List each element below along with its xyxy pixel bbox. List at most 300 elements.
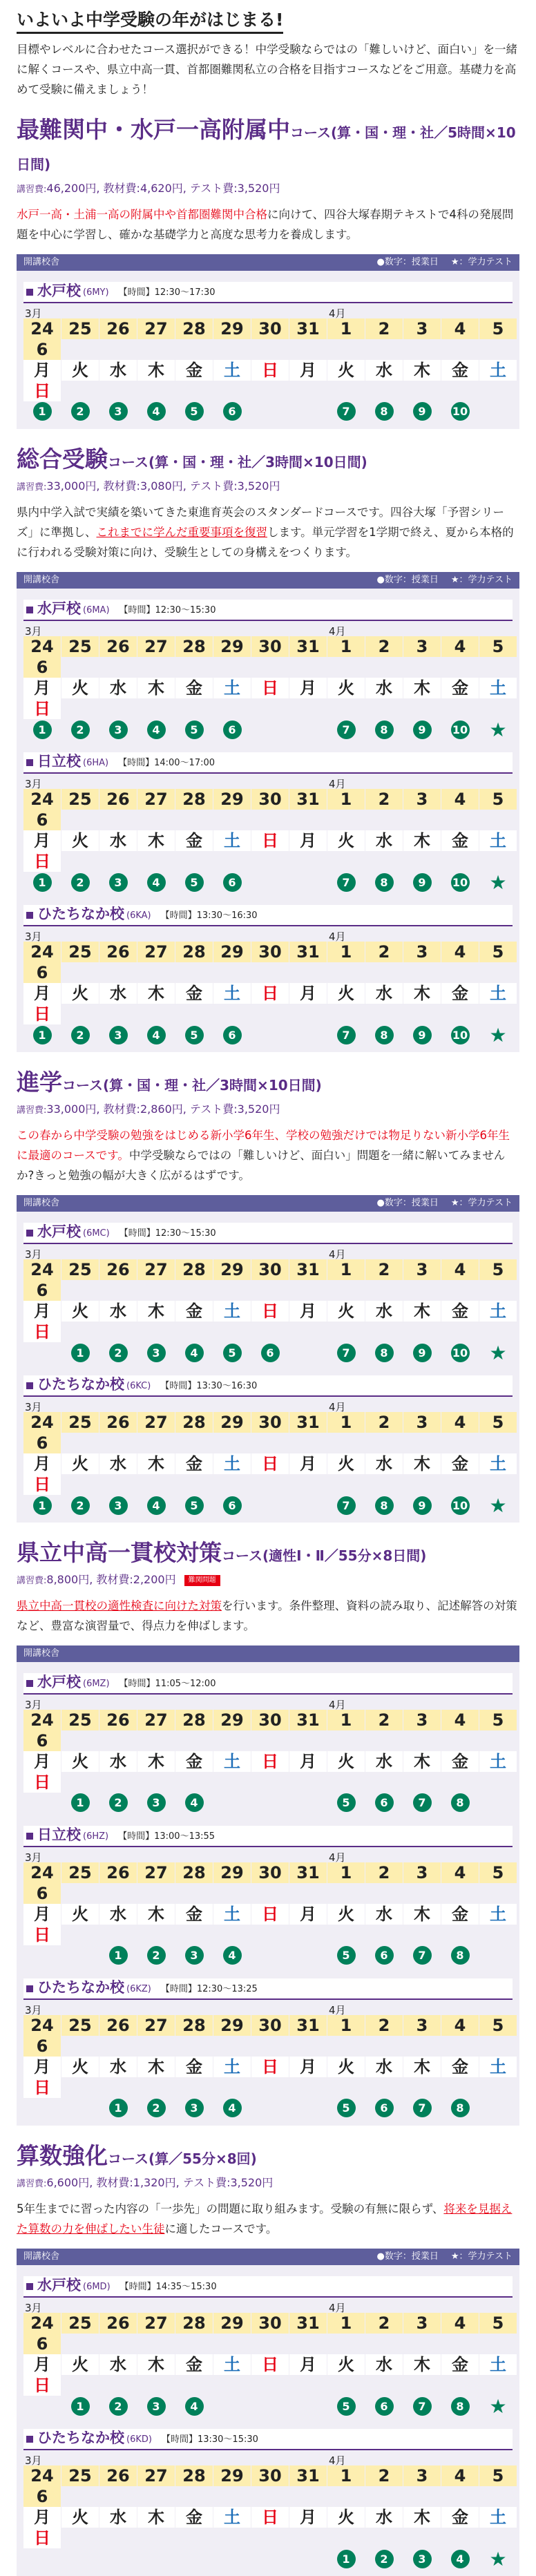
weekday-cell: 水 xyxy=(365,983,403,1004)
lesson-number: 8 xyxy=(375,1344,394,1362)
lesson-cell xyxy=(479,2396,517,2417)
weekday-cell: 木 xyxy=(403,1751,441,1772)
campus-time: 【時間】12:30～13:25 xyxy=(160,1984,258,1994)
day-cell: 6 xyxy=(23,1280,61,1301)
day-cell: 5 xyxy=(479,942,517,962)
weekday-cell: 土 xyxy=(213,2507,251,2528)
day-cell: 30 xyxy=(251,789,289,810)
lesson-cell xyxy=(251,872,289,893)
lesson-cell xyxy=(479,1495,517,1516)
lesson-number: 10 xyxy=(451,873,470,892)
test-star-icon: ★ xyxy=(489,1494,507,1517)
weekday-cell: 火 xyxy=(61,830,99,851)
schedule-panel xyxy=(17,254,519,429)
day-cell: 27 xyxy=(137,2465,175,2486)
month-march: 3月 xyxy=(25,625,42,638)
weekday-cell: 金 xyxy=(441,360,479,381)
day-cell: 31 xyxy=(289,1710,327,1730)
lesson-cell xyxy=(99,872,137,893)
lesson-number: 4 xyxy=(147,1026,166,1044)
month-april: 4月 xyxy=(329,2454,346,2467)
weekday-cell: 月 xyxy=(289,360,327,381)
weekday-cell: 木 xyxy=(137,2507,175,2528)
lesson-cell xyxy=(213,1024,251,1046)
course-title-main: 進学 xyxy=(17,1069,62,1096)
day-cell: 30 xyxy=(251,1259,289,1280)
lesson-cell xyxy=(175,1495,213,1516)
lesson-number: 3 xyxy=(413,2550,432,2568)
weekday-cell: 火 xyxy=(61,983,99,1004)
legend-test: ★：学力テスト xyxy=(450,257,513,267)
weekday-cell: 木 xyxy=(137,830,175,851)
weekday-cell: 金 xyxy=(175,983,213,1004)
month-march: 3月 xyxy=(25,307,42,320)
day-cell: 29 xyxy=(213,789,251,810)
day-cell: 27 xyxy=(137,789,175,810)
weekday-cell: 日 xyxy=(23,698,61,719)
day-cell: 27 xyxy=(137,1259,175,1280)
fee-value: 8,800円, 教材費:2,200円 xyxy=(46,1573,176,1586)
schedule-panel xyxy=(17,572,519,1052)
campus-time: 【時間】11:05～12:00 xyxy=(119,1679,216,1689)
desc-text: 5年生までに習った内容の「一歩先」の問題に取り組みます。受験の有無に限らず、 xyxy=(17,2202,444,2215)
campus-name: 水戸校 xyxy=(37,2277,81,2293)
lesson-cell xyxy=(365,719,403,741)
weekday-cell: 火 xyxy=(61,1904,99,1925)
lesson-number: 5 xyxy=(337,2099,356,2117)
weekday-cell: 水 xyxy=(99,2057,137,2077)
lesson-cell xyxy=(441,1342,479,1364)
lesson-cell xyxy=(99,1945,137,1966)
lesson-cell xyxy=(289,1945,327,1966)
day-cell: 29 xyxy=(213,1412,251,1433)
weekday-cell: 金 xyxy=(175,360,213,381)
day-cell: 6 xyxy=(23,810,61,830)
weekday-cell: 木 xyxy=(137,1904,175,1925)
weekday-cell: 土 xyxy=(479,360,517,381)
lesson-cell xyxy=(213,1793,251,1813)
day-cell: 24 xyxy=(23,2313,61,2334)
month-march: 3月 xyxy=(25,1248,42,1261)
lesson-number: 9 xyxy=(413,1344,432,1362)
campus-block xyxy=(17,2425,519,2570)
lesson-cell xyxy=(251,1793,289,1813)
weekday-cell: 水 xyxy=(99,983,137,1004)
test-star-icon: ★ xyxy=(489,2547,507,2570)
weekday-cell: 火 xyxy=(61,2354,99,2375)
day-cell: 26 xyxy=(99,2313,137,2334)
day-cell: 1 xyxy=(327,789,365,810)
lesson-cell xyxy=(479,1024,517,1046)
campus-marker-icon xyxy=(26,607,33,613)
campus-name: 日立校 xyxy=(37,1826,81,1843)
campus-time: 【時間】13:30～16:30 xyxy=(160,910,258,921)
lesson-cell xyxy=(251,1495,289,1516)
lesson-cell xyxy=(99,1342,137,1364)
lesson-cell xyxy=(441,2396,479,2417)
lesson-cell xyxy=(175,2098,213,2119)
lesson-cell xyxy=(479,1945,517,1966)
lesson-cell xyxy=(365,1793,403,1813)
lesson-number: 5 xyxy=(185,1496,204,1515)
desc-text: を行います。条件整理、資料の読み取り、記述解答の対策など、豊富な演習量で、得点力を伸ばします。 xyxy=(17,1599,517,1632)
lesson-cell xyxy=(251,2396,289,2417)
lesson-cell xyxy=(251,1024,289,1046)
lesson-cell xyxy=(365,872,403,893)
desc-text-2: に適したコースです。 xyxy=(164,2222,278,2235)
desc-highlight: 県立中高一貫校の適性検査に向けた対策 xyxy=(17,1599,222,1612)
day-cell: 26 xyxy=(99,1862,137,1883)
weekday-cell: 木 xyxy=(403,1301,441,1322)
weekday-cell: 日 xyxy=(23,2375,61,2396)
weekday-cell: 月 xyxy=(289,2057,327,2077)
campus-time: 【時間】14:35～15:30 xyxy=(119,2282,217,2292)
month-labels xyxy=(23,1398,513,1412)
day-cell: 6 xyxy=(23,2036,61,2057)
weekday-cell: 日 xyxy=(251,1904,289,1925)
lesson-number: 7 xyxy=(413,2099,432,2117)
weekday-cell: 木 xyxy=(403,1904,441,1925)
day-cell: 4 xyxy=(441,1412,479,1433)
weekday-cell: 日 xyxy=(23,381,61,401)
lesson-number: 10 xyxy=(451,1026,470,1044)
weekday-cell: 水 xyxy=(99,360,137,381)
day-cell: 2 xyxy=(365,789,403,810)
weekday-cell: 日 xyxy=(251,1751,289,1772)
lesson-number: 7 xyxy=(337,1344,356,1362)
weekday-cell: 月 xyxy=(23,2507,61,2528)
lesson-number: 9 xyxy=(413,1496,432,1515)
campus-header xyxy=(23,282,513,303)
lesson-cell xyxy=(23,2417,61,2418)
day-cell: 1 xyxy=(327,1710,365,1730)
campus-marker-icon xyxy=(26,1680,33,1687)
campus-marker-icon xyxy=(26,1382,33,1389)
lesson-number: 10 xyxy=(451,1496,470,1515)
lesson-cell xyxy=(99,1495,137,1516)
day-cell: 30 xyxy=(251,2465,289,2486)
weekday-cell: 木 xyxy=(137,2057,175,2077)
month-labels xyxy=(23,1246,513,1259)
lesson-cell xyxy=(365,1945,403,1966)
day-cell: 5 xyxy=(479,2015,517,2036)
weekday-cell: 月 xyxy=(23,2354,61,2375)
lesson-cell xyxy=(61,1024,99,1046)
lesson-cell xyxy=(23,893,61,894)
lesson-cell xyxy=(175,719,213,741)
lesson-number: 4 xyxy=(451,2550,470,2568)
weekday-cell: 土 xyxy=(479,678,517,698)
lesson-cell xyxy=(289,1342,327,1364)
campus-name: 水戸校 xyxy=(37,1223,81,1240)
lesson-number: 2 xyxy=(147,1946,166,1965)
day-cell: 3 xyxy=(403,2015,441,2036)
lesson-row xyxy=(23,1342,513,1364)
day-cell: 6 xyxy=(23,657,61,678)
lesson-number: 10 xyxy=(451,1344,470,1362)
course-title-main: 県立中高一貫校対策 xyxy=(17,1539,222,1566)
course-4 xyxy=(17,1538,519,2126)
lesson-cell xyxy=(403,401,441,422)
weekday-cell: 土 xyxy=(479,983,517,1004)
day-cell: 2 xyxy=(365,636,403,657)
schedule-header xyxy=(17,254,519,271)
weekday-cell: 火 xyxy=(327,2354,365,2375)
day-cell: 30 xyxy=(251,1710,289,1730)
course-fee xyxy=(17,2175,519,2192)
test-star-icon: ★ xyxy=(489,870,507,894)
weekday-cell: 日 xyxy=(251,360,289,381)
day-cell: 4 xyxy=(441,2313,479,2334)
lesson-cell xyxy=(175,1945,213,1966)
schedule-panel xyxy=(17,1195,519,1523)
day-cell: 24 xyxy=(23,1710,61,1730)
legend xyxy=(365,254,513,271)
weekday-cell: 土 xyxy=(479,1301,517,1322)
weekday-cell: 月 xyxy=(289,1453,327,1474)
lesson-cell xyxy=(327,1495,365,1516)
weekday-cell: 土 xyxy=(213,360,251,381)
day-cell: 27 xyxy=(137,2313,175,2334)
lesson-cell xyxy=(137,719,175,741)
month-april: 4月 xyxy=(329,2302,346,2314)
lesson-number: 7 xyxy=(337,402,356,421)
lesson-number: 4 xyxy=(223,1946,242,1965)
campus-time: 【時間】12:30～17:30 xyxy=(118,287,216,298)
lesson-number: 3 xyxy=(109,1496,128,1515)
lesson-number: 5 xyxy=(185,402,204,421)
course-title-sub: コース(算・国・理・社／3時間×10日間) xyxy=(108,454,367,470)
intro-text: 目標やレベルに合わせたコース選択ができる！中学受験ならではの「難しいけど、面白い」を一緒に解くコースや、県立中高一貫、首都圏難関私立の合格を目指すコースなどをご用意。基礎力を高めて受験に備えましょう！ xyxy=(17,43,518,96)
lesson-cell xyxy=(23,2119,61,2121)
course-title xyxy=(17,1067,519,1102)
lesson-number: 4 xyxy=(185,2397,204,2416)
weekday-cell: 土 xyxy=(213,678,251,698)
lesson-number: 3 xyxy=(109,402,128,421)
day-cell: 25 xyxy=(61,2465,99,2486)
campus-code: (6KD) xyxy=(126,2434,152,2445)
lesson-row xyxy=(23,1945,513,1967)
day-cell: 24 xyxy=(23,1412,61,1433)
day-cell: 1 xyxy=(327,2313,365,2334)
lesson-number: 1 xyxy=(109,1946,128,1965)
lesson-cell xyxy=(137,1945,175,1966)
lesson-number: 1 xyxy=(33,1026,52,1044)
weekday-cell: 日 xyxy=(251,2507,289,2528)
month-april: 4月 xyxy=(329,1248,346,1261)
lesson-cell xyxy=(365,2396,403,2417)
day-cell: 2 xyxy=(365,1259,403,1280)
lesson-number: 2 xyxy=(71,402,90,421)
lesson-cell xyxy=(441,2548,479,2570)
schedule-header xyxy=(17,2249,519,2265)
weekday-cell: 火 xyxy=(327,2507,365,2528)
lesson-number: 7 xyxy=(413,1946,432,1965)
test-star-icon: ★ xyxy=(489,2394,507,2418)
campus-block xyxy=(17,1219,519,1364)
month-april: 4月 xyxy=(329,2004,346,2016)
lesson-number: 8 xyxy=(375,873,394,892)
lesson-cell xyxy=(99,1024,137,1046)
weekday-cell: 土 xyxy=(479,1453,517,1474)
lesson-cell xyxy=(213,872,251,893)
month-labels xyxy=(23,622,513,636)
lesson-number: 3 xyxy=(147,1344,166,1362)
campus-header xyxy=(23,1375,513,1397)
day-cell: 30 xyxy=(251,318,289,339)
day-cell: 2 xyxy=(365,942,403,962)
month-march: 3月 xyxy=(25,1401,42,1413)
day-cell: 3 xyxy=(403,1710,441,1730)
weekday-cell: 日 xyxy=(251,983,289,1004)
day-cell: 29 xyxy=(213,318,251,339)
day-cell: 28 xyxy=(175,789,213,810)
day-cell: 28 xyxy=(175,2313,213,2334)
lesson-cell xyxy=(23,1516,61,1517)
lesson-number: 2 xyxy=(109,1344,128,1362)
weekday-row xyxy=(23,2354,513,2396)
lesson-number: 8 xyxy=(375,721,394,739)
lesson-number: 5 xyxy=(185,721,204,739)
weekday-cell: 水 xyxy=(365,1751,403,1772)
day-cell: 6 xyxy=(23,1883,61,1904)
weekday-cell: 月 xyxy=(23,360,61,381)
lesson-number: 8 xyxy=(375,402,394,421)
lesson-cell xyxy=(61,2548,99,2570)
weekday-row xyxy=(23,1904,513,1945)
lesson-cell xyxy=(175,1024,213,1046)
day-row xyxy=(23,2015,513,2057)
weekday-cell: 火 xyxy=(327,983,365,1004)
lesson-number: 4 xyxy=(185,1344,204,1362)
weekday-cell: 金 xyxy=(175,1904,213,1925)
lesson-number: 6 xyxy=(261,1344,280,1362)
day-cell: 3 xyxy=(403,789,441,810)
lesson-cell xyxy=(441,872,479,893)
weekday-cell: 水 xyxy=(365,360,403,381)
day-cell: 26 xyxy=(99,1710,137,1730)
lesson-number: 2 xyxy=(71,1496,90,1515)
weekday-cell: 金 xyxy=(175,1453,213,1474)
legend-lesson: ●数字：授業日 xyxy=(376,575,439,585)
day-cell: 2 xyxy=(365,2465,403,2486)
weekday-cell: 日 xyxy=(251,1301,289,1322)
weekday-cell: 金 xyxy=(175,1751,213,1772)
lesson-cell xyxy=(479,2548,517,2570)
lesson-cell xyxy=(403,872,441,893)
lesson-number: 1 xyxy=(33,873,52,892)
fee-value: 33,000円, 教材費:3,080円, テスト費:3,520円 xyxy=(46,479,280,493)
weekday-cell: 水 xyxy=(365,2507,403,2528)
day-cell: 30 xyxy=(251,1412,289,1433)
month-march: 3月 xyxy=(25,2454,42,2467)
day-cell: 3 xyxy=(403,2465,441,2486)
lesson-number: 4 xyxy=(147,721,166,739)
day-cell: 26 xyxy=(99,2015,137,2036)
lesson-cell xyxy=(61,1945,99,1966)
legend-test: ★：学力テスト xyxy=(450,2251,513,2262)
campus-code: (6MC) xyxy=(83,1228,110,1239)
lesson-cell xyxy=(403,1793,441,1813)
weekday-cell: 土 xyxy=(213,1301,251,1322)
day-cell: 3 xyxy=(403,318,441,339)
weekday-row xyxy=(23,1751,513,1793)
weekday-cell: 金 xyxy=(441,983,479,1004)
lesson-cell xyxy=(365,1024,403,1046)
lesson-cell xyxy=(403,2098,441,2119)
day-cell: 28 xyxy=(175,636,213,657)
schedule-label: 開講校舎 xyxy=(23,257,60,267)
schedule-panel xyxy=(17,1645,519,2126)
fee-value: 46,200円, 教材費:4,620円, テスト費:3,520円 xyxy=(46,182,280,195)
lesson-cell xyxy=(137,401,175,422)
day-cell: 30 xyxy=(251,2015,289,2036)
month-march: 3月 xyxy=(25,1851,42,1864)
day-cell: 4 xyxy=(441,2465,479,2486)
weekday-cell: 木 xyxy=(403,2507,441,2528)
month-labels xyxy=(23,2452,513,2465)
lesson-cell xyxy=(99,2548,137,2570)
lesson-cell xyxy=(479,719,517,741)
lesson-cell xyxy=(137,1342,175,1364)
weekday-row xyxy=(23,678,513,719)
day-cell: 31 xyxy=(289,318,327,339)
day-cell: 29 xyxy=(213,1862,251,1883)
campus-time: 【時間】12:30～15:30 xyxy=(119,1228,216,1239)
day-cell: 5 xyxy=(479,636,517,657)
campus-block xyxy=(17,1822,519,1967)
lesson-cell xyxy=(213,2548,251,2570)
weekday-cell: 月 xyxy=(289,830,327,851)
lesson-cell xyxy=(289,1495,327,1516)
lesson-cell xyxy=(327,401,365,422)
campus-marker-icon xyxy=(26,2436,33,2443)
day-cell: 25 xyxy=(61,1710,99,1730)
day-cell: 2 xyxy=(365,1412,403,1433)
fee-value: 33,000円, 教材費:2,860円, テスト費:3,520円 xyxy=(46,1103,280,1116)
weekday-cell: 月 xyxy=(23,983,61,1004)
lesson-number: 3 xyxy=(109,721,128,739)
test-star-icon: ★ xyxy=(489,718,507,741)
day-cell: 5 xyxy=(479,1710,517,1730)
course-title-main: 算数強化 xyxy=(17,2142,108,2169)
day-cell: 24 xyxy=(23,789,61,810)
weekday-cell: 水 xyxy=(365,2354,403,2375)
weekday-cell: 水 xyxy=(99,2507,137,2528)
weekday-cell: 金 xyxy=(441,2507,479,2528)
day-cell: 29 xyxy=(213,1710,251,1730)
campus-code: (6MD) xyxy=(83,2282,111,2292)
day-cell: 26 xyxy=(99,1259,137,1280)
day-cell: 5 xyxy=(479,2313,517,2334)
day-cell: 24 xyxy=(23,318,61,339)
course-2 xyxy=(17,444,519,1052)
weekday-cell: 日 xyxy=(23,1474,61,1495)
campus-header xyxy=(23,752,513,774)
lesson-cell xyxy=(251,2548,289,2570)
desc-highlight: これまでに学んだ重要事項を復習 xyxy=(96,526,267,539)
lesson-number: 3 xyxy=(109,1026,128,1044)
day-cell: 28 xyxy=(175,1710,213,1730)
weekday-cell: 火 xyxy=(327,2057,365,2077)
day-cell: 6 xyxy=(23,2334,61,2354)
lesson-number: 1 xyxy=(71,2397,90,2416)
day-cell: 31 xyxy=(289,1259,327,1280)
lesson-cell xyxy=(23,422,61,424)
campus-name: 日立校 xyxy=(37,753,81,770)
lesson-number: 6 xyxy=(223,721,242,739)
lesson-cell xyxy=(327,2396,365,2417)
